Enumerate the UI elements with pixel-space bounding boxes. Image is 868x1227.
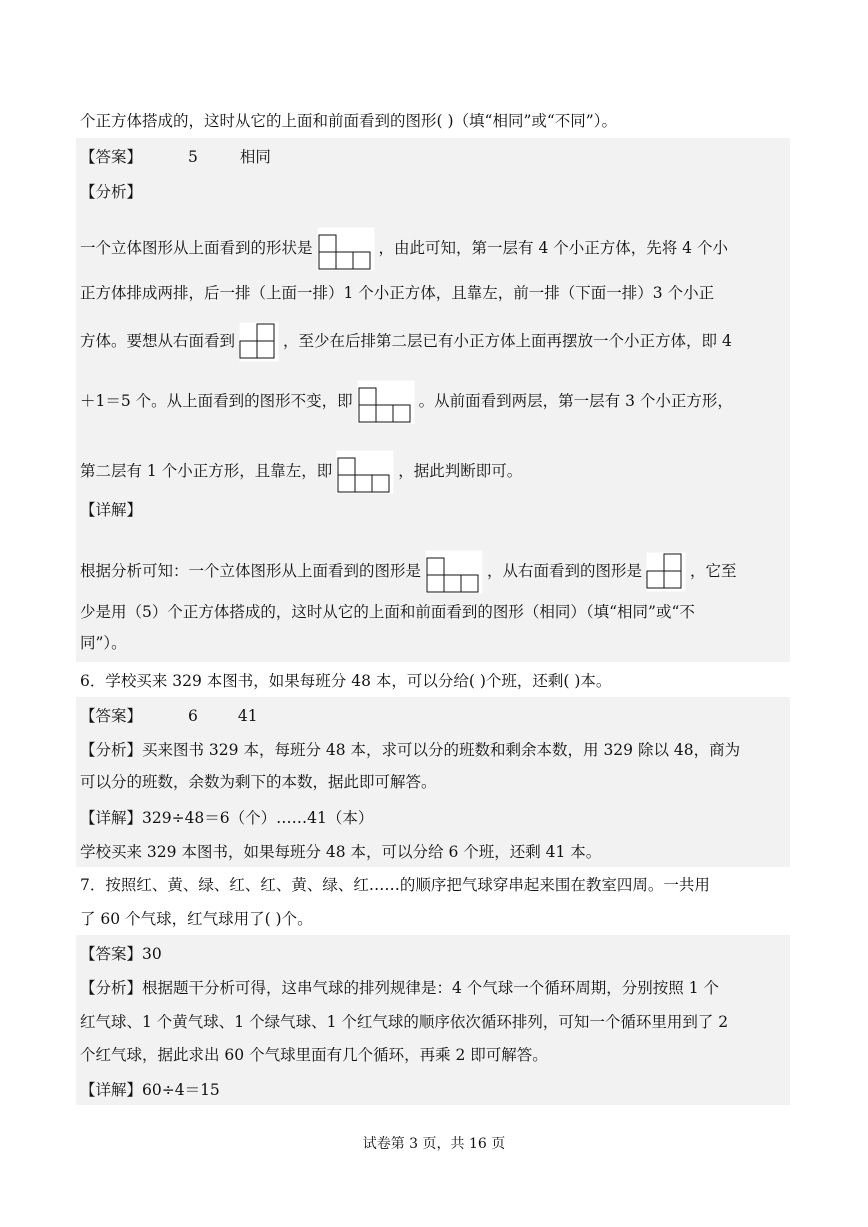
q5-detail-line-1: 根据分析可知：一个立体图形从上面看到的图形是 ，从右面看到的图形是 ，它至	[80, 550, 737, 594]
q5-detail-tag: 【详解】	[80, 501, 143, 519]
right-view-figure	[239, 322, 279, 362]
q5-analysis-line-5: 第二层有 1 个小正方形，且靠左，即 ，据此判断即可。	[80, 450, 522, 494]
top-view-figure	[317, 227, 375, 271]
q7-question-line-2: 了 60 个气球，红气球用了( )个。	[80, 910, 313, 928]
q7-detail-line-1: 【详解】60÷4＝15	[80, 1081, 220, 1099]
q5-analysis-tag: 【分析】	[80, 183, 143, 201]
answer-tag: 【答案】	[80, 148, 143, 166]
q5-analysis-line-4: ＋1＝5 个。从上面看到的图形不变，即 。从前面看到两层，第一层有 3 个小正方形，	[80, 380, 733, 424]
front-view-figure	[336, 450, 394, 494]
q5-analysis-line-3: 方体。要想从右面看到 ，至少在后排第二层已有小正方体上面再摆放一个小正方体，即 4	[80, 322, 732, 362]
answer-value: 6	[188, 707, 198, 725]
q5-question-tail: 个正方体搭成的，这时从它的上面和前面看到的图形( )（填“相同”或“不同”）。	[80, 112, 617, 130]
right-view-figure	[646, 552, 686, 592]
q6-detail-line-1: 【详解】329÷48＝6（个）……41（本）	[80, 809, 374, 827]
q6-question: 6．学校买来 329 本图书，如果每班分 48 本，可以分给( )个班，还剩( )本。	[80, 672, 612, 690]
answer-value: 5	[188, 148, 198, 166]
q6-answer-line	[80, 705, 258, 727]
q7-answer-line: 【答案】30	[80, 945, 162, 963]
top-view-figure	[425, 550, 483, 594]
answer-tag: 【答案】	[80, 707, 143, 725]
q5-analysis-line-2: 正方体排成两排，后一排（上面一排）1 个小正方体，且靠左，前一排（下面一排）3 个小正	[80, 284, 715, 302]
q6-analysis-line-1: 【分析】买来图书 329 本，每班分 48 本，求可以分的班数和剩余本数，用 329 除以 48，商为	[80, 741, 741, 759]
q6-analysis-line-2: 可以分的班数，余数为剩下的本数，据此即可解答。	[80, 773, 437, 791]
q7-analysis-line-1: 【分析】根据题干分析可得，这串气球的排列规律是：4 个气球一个循环周期，分别按照 1 个	[80, 979, 720, 997]
q5-detail-line-2: 少是用（5）个正方体搭成的，这时从它的上面和前面看到的图形（相同）（填“相同”或“不	[80, 603, 695, 621]
q7-question-line-1: 7．按照红、黄、绿、红、红、黄、绿、红……的顺序把气球穿串起来围在教室四周。一共用	[80, 876, 710, 894]
page-footer: 试卷第 3 页，共 16 页	[362, 1136, 506, 1152]
q5-answer-line	[80, 146, 271, 168]
answer-value: 41	[237, 707, 258, 725]
q7-analysis-line-2: 红气球、1 个黄气球、1 个绿气球、1 个红气球的顺序依次循环排列，可知一个循环里用到了 2	[80, 1013, 729, 1031]
q7-analysis-line-3: 个红气球，据此求出 60 个气球里面有几个循环，再乘 2 即可解答。	[80, 1046, 548, 1064]
q6-detail-line-2: 学校买来 329 本图书，如果每班分 48 本，可以分给 6 个班，还剩 41 本。	[80, 843, 602, 861]
top-view-figure	[357, 380, 415, 424]
answer-value: 相同	[239, 148, 271, 166]
q5-detail-line-3: 同”）。	[80, 634, 127, 652]
q5-analysis-line-1: 一个立体图形从上面看到的形状是 ，由此可知，第一层有 4 个小正方体，先将 4 个小	[80, 227, 728, 271]
